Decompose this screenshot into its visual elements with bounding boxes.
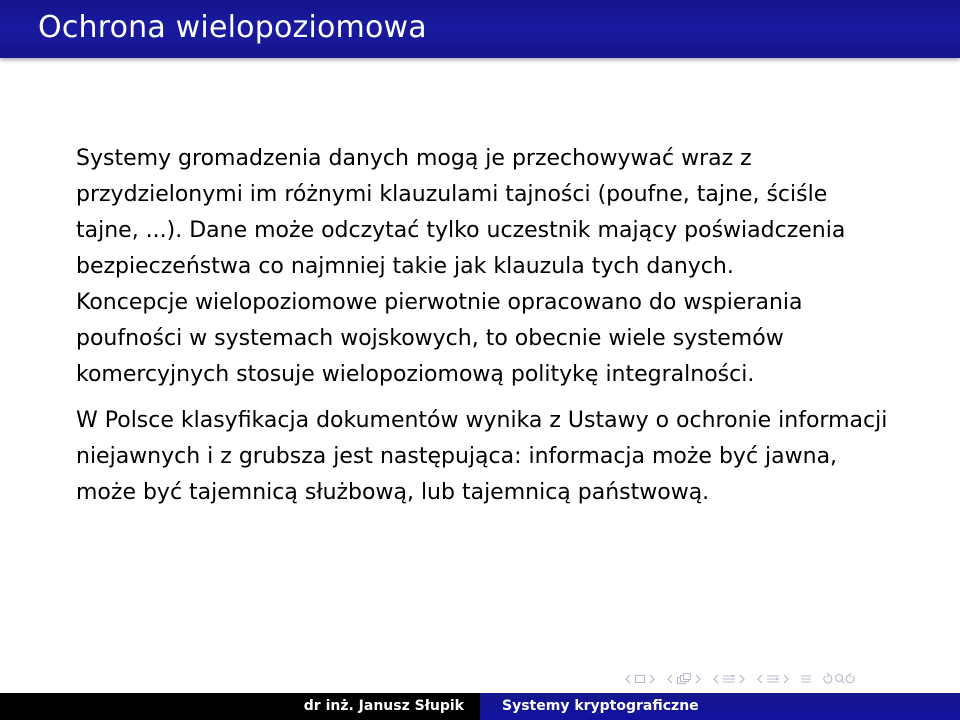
section-nav-1[interactable] <box>712 673 746 685</box>
next-section-icon[interactable] <box>738 673 746 685</box>
paragraph-2: Koncepcje wielopoziomowe pierwotnie opracowano do wspierania poufności w systemach wojskowych, to obecnie wiele systemów komercyjnych stosuje wielopoziomową politykę integralności. <box>76 290 803 387</box>
slide-title: Ochrona wielopoziomowa <box>38 10 427 45</box>
align-nav[interactable] <box>800 673 812 685</box>
frame-nav[interactable] <box>624 673 656 685</box>
paragraph-3: W Polsce klasyfikacja dokumentów wynika z Ustawy o ochronie informacji niejawnych i z grubsza jest następująca: informacja może być jawna, może być tajemnicą służbową, lub tajemnicą państwową. <box>76 408 888 505</box>
subsection-nav[interactable] <box>666 672 702 686</box>
search-nav[interactable] <box>822 672 856 686</box>
beamer-navigation <box>624 668 864 690</box>
next-frame-icon[interactable] <box>648 673 656 685</box>
section-nav-2[interactable] <box>756 673 790 685</box>
prev-subsection-icon[interactable] <box>666 673 674 685</box>
prev-section-icon[interactable] <box>756 673 764 685</box>
next-section-icon[interactable] <box>782 673 790 685</box>
search-back-forward-icon[interactable] <box>822 672 856 686</box>
section-icon[interactable] <box>766 673 780 685</box>
paragraph-1: Systemy gromadzenia danych mogą je przechowywać wraz z przydzielonymi im różnymi klauzulami tajności (poufne, tajne, ściśle tajne, ...). Dane może odczytać tylko uczestnik mający poświadczenia bezpieczeństwa co najmniej takie jak klauzula tych danych. <box>76 146 846 279</box>
prev-frame-icon[interactable] <box>624 673 632 685</box>
frame-icon[interactable] <box>634 673 646 685</box>
slide-footer <box>0 693 960 720</box>
slide-title-bar <box>0 0 960 58</box>
next-subsection-icon[interactable] <box>694 673 702 685</box>
slide-content <box>76 141 896 511</box>
subsection-icon[interactable] <box>676 672 692 686</box>
footer-author: dr inż. Janusz Słupik <box>303 698 464 714</box>
prev-section-icon[interactable] <box>712 673 720 685</box>
section-icon[interactable] <box>722 673 736 685</box>
align-icon[interactable] <box>800 673 812 685</box>
footer-course-title: Systemy kryptograficzne <box>480 693 960 720</box>
